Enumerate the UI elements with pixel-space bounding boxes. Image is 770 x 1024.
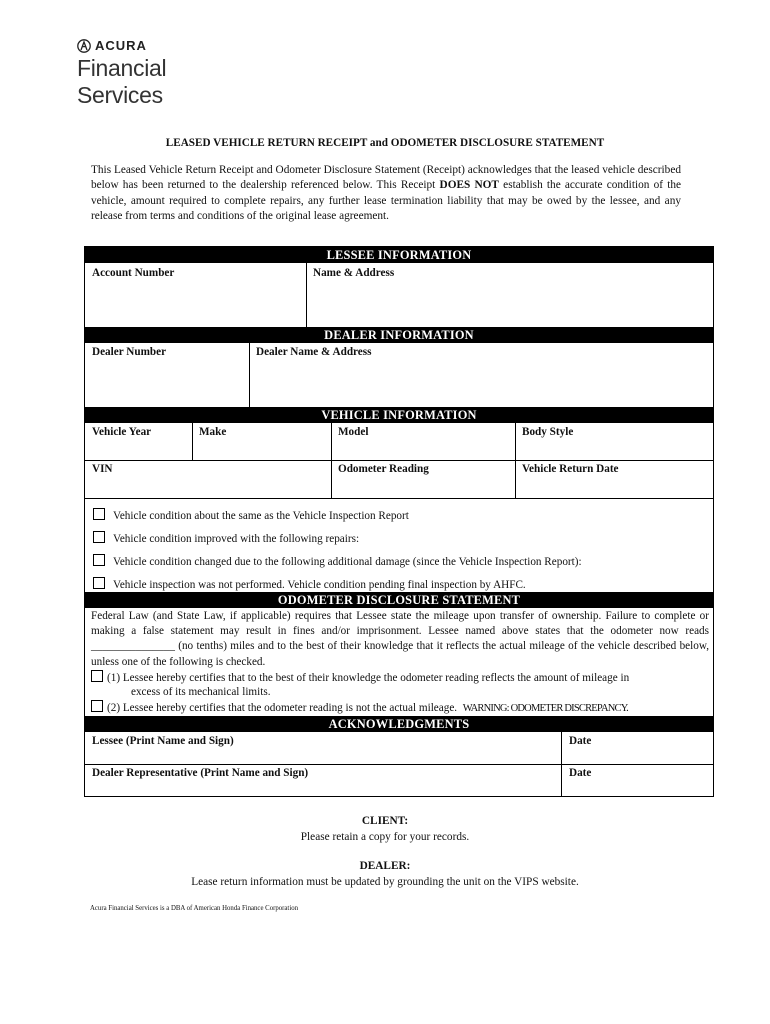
lessee-signature-field[interactable]: Lessee (Print Name and Sign)	[92, 735, 234, 747]
model-field[interactable]: Model	[338, 426, 369, 438]
divider	[85, 764, 713, 765]
vin-field[interactable]: VIN	[92, 463, 113, 475]
divider	[306, 263, 307, 327]
lessee-date-field[interactable]: Date	[569, 735, 592, 747]
checkbox[interactable]	[93, 531, 105, 543]
dealer-number-field[interactable]: Dealer Number	[92, 346, 167, 358]
condition-option-label: Vehicle inspection was not performed. Vehicle condition pending final inspection by AHFC.	[113, 579, 526, 591]
acknowledgments-header: ACKNOWLEDGMENTS	[85, 716, 713, 732]
vehicle-information-header: VEHICLE INFORMATION	[85, 407, 713, 423]
condition-option-label: Vehicle condition improved with the following repairs:	[113, 533, 360, 545]
condition-option-label: Vehicle condition changed due to the following additional damage (since the Vehicle Inspection Report):	[113, 556, 582, 568]
lessee-name-address-field[interactable]: Name & Address	[313, 267, 395, 279]
dealer-date-field[interactable]: Date	[569, 767, 592, 779]
condition-option-label: Vehicle condition about the same as the Vehicle Inspection Report	[113, 510, 409, 522]
client-label: CLIENT:	[361, 815, 409, 827]
logo-line-services: Services	[77, 82, 163, 108]
acura-financial-logo	[77, 38, 166, 107]
condition-option[interactable]	[93, 554, 582, 568]
odometer-option-1-continued: excess of its mechanical limits.	[131, 686, 271, 698]
divider	[85, 498, 713, 499]
odometer-option-1[interactable]	[91, 670, 629, 686]
divider	[85, 460, 713, 461]
odometer-option-2-label: (2) Lessee hereby certifies that the odometer reading is not the actual mileage.	[107, 702, 458, 714]
account-number-field[interactable]: Account Number	[92, 267, 175, 279]
vehicle-year-field[interactable]: Vehicle Year	[92, 426, 152, 438]
odometer-disclosure-header: ODOMETER DISCLOSURE STATEMENT	[85, 592, 713, 608]
logo-line-financial: Financial	[77, 55, 167, 81]
return-receipt-form	[84, 246, 714, 797]
dealer-name-address-field[interactable]: Dealer Name & Address	[256, 346, 372, 358]
divider	[192, 423, 193, 460]
client-text: Please retain a copy for your records.	[300, 831, 470, 843]
client-note	[0, 813, 770, 845]
lessee-information-header: LESSEE INFORMATION	[85, 247, 713, 263]
dealer-signature-field[interactable]: Dealer Representative (Print Name and Sign)	[92, 767, 309, 779]
intro-part1: This Leased Vehicle Return Receipt and Odometer Disclosure Statement (Receipt) acknowledges that the leased vehicle described below has been returned to the dealership referenced below. This Receipt	[91, 164, 681, 192]
odometer-option-2[interactable]	[91, 700, 628, 716]
condition-option[interactable]	[93, 531, 359, 545]
checkbox[interactable]	[91, 700, 103, 712]
odometer-reading-field[interactable]: Odometer Reading	[338, 463, 429, 475]
intro-part2: establish the accurate condition of the vehicle, amount required to complete repairs, any further lease termination liability that may be owed by the lessee, and any release from terms and conditions of the original lease agreement.	[91, 179, 681, 223]
make-field[interactable]: Make	[199, 426, 227, 438]
divider	[249, 343, 250, 407]
vehicle-return-date-field[interactable]: Vehicle Return Date	[522, 463, 619, 475]
odometer-warning: WARNING: ODOMETER DISCREPANCY.	[462, 703, 629, 714]
checkbox[interactable]	[93, 577, 105, 589]
odometer-option-1-label: (1) Lessee hereby certifies that to the best of their knowledge the odometer reading reflects the amount of mileage in	[107, 672, 630, 684]
checkbox[interactable]	[91, 670, 103, 682]
checkbox[interactable]	[93, 554, 105, 566]
checkbox[interactable]	[93, 508, 105, 520]
footer-disclaimer: Acura Financial Services is a DBA of American Honda Finance Corporation	[90, 905, 299, 912]
condition-option[interactable]	[93, 508, 409, 522]
logo-brand: ACURA	[95, 38, 147, 53]
document-title: LEASED VEHICLE RETURN RECEIPT and ODOMETER DISCLOSURE STATEMENT	[165, 137, 605, 149]
body-style-field[interactable]: Body Style	[522, 426, 574, 438]
dealer-label: DEALER:	[359, 860, 411, 872]
dealer-text: Lease return information must be updated by grounding the unit on the VIPS website.	[191, 876, 579, 888]
dealer-note	[0, 858, 770, 890]
dealer-information-header: DEALER INFORMATION	[85, 327, 713, 343]
acura-caliper-icon	[77, 39, 91, 53]
intro-paragraph	[91, 163, 681, 225]
intro-emphasis: DOES NOT	[439, 179, 499, 192]
condition-option[interactable]	[93, 577, 526, 591]
odometer-disclosure-text: Federal Law (and State Law, if applicable) requires that Lessee state the mileage upon transfer of ownership. Failure to complete or making a false statement may result in fines and/or imprisonment. Lessee named above states that the odometer now reads _______________ (no tenths) miles and to the best of their knowledge that it reflects the actual mileage of the vehicle described below, unless one of the following is checked.	[91, 610, 709, 668]
